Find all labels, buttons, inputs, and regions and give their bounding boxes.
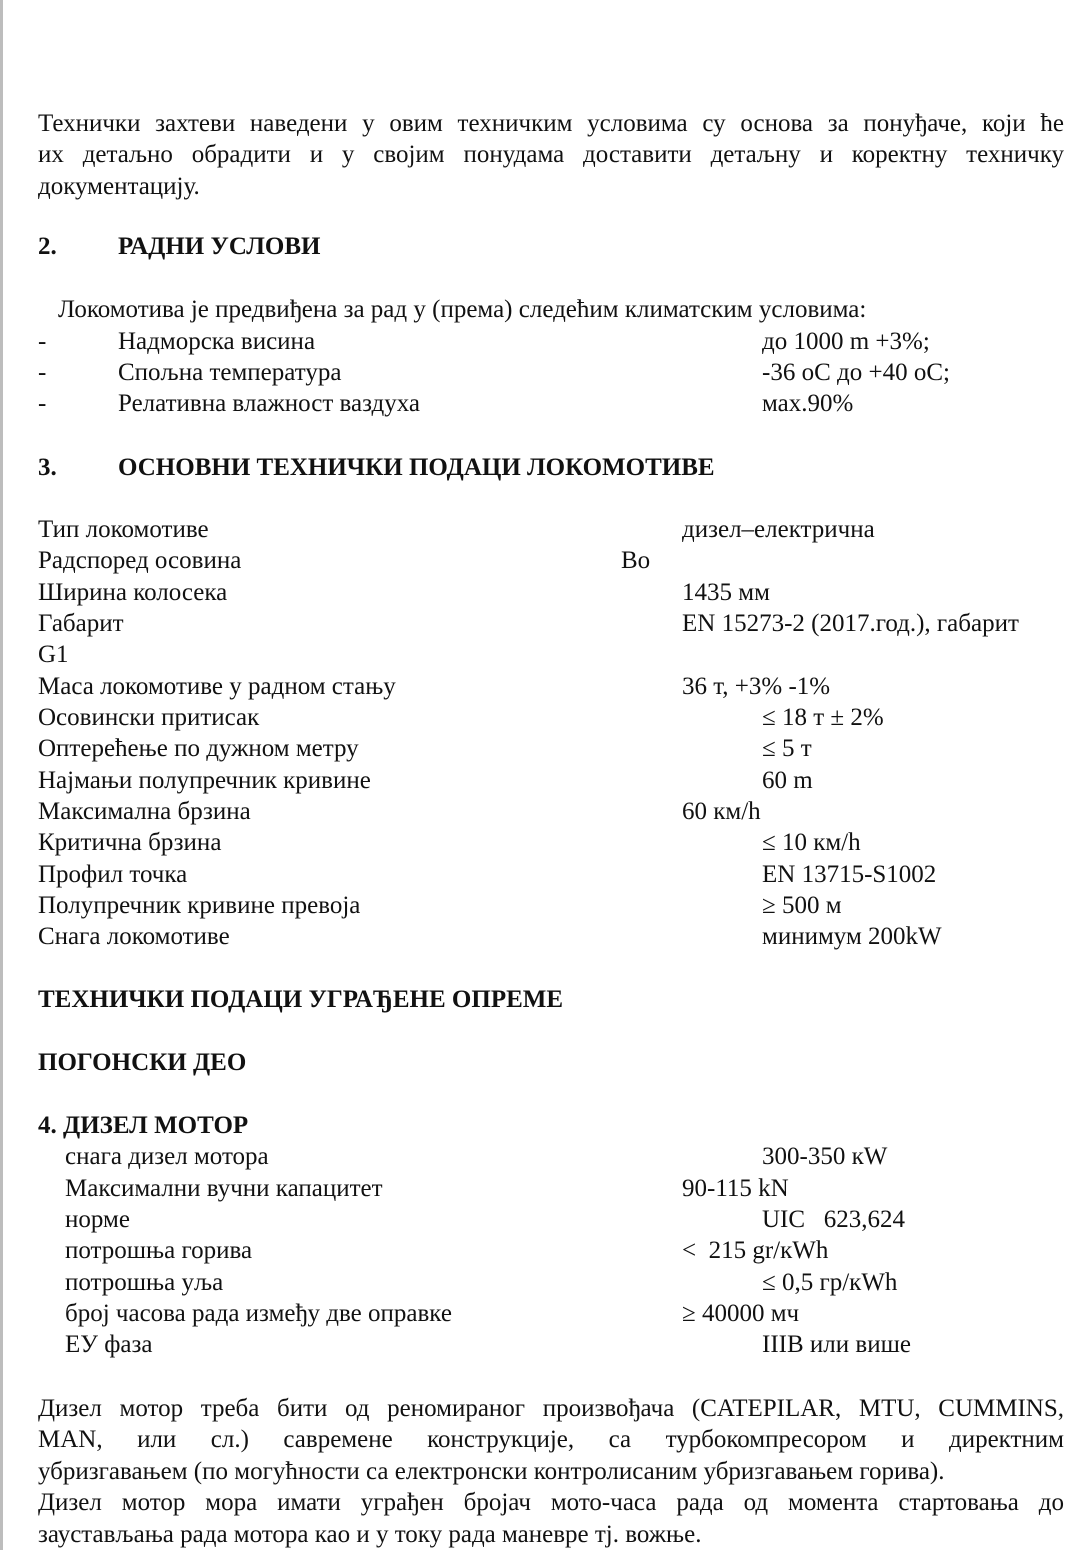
condition-value: мах.90% xyxy=(762,390,854,417)
condition-row xyxy=(0,388,1080,419)
spec-row xyxy=(0,577,1080,608)
spec-label: Ширина колосека xyxy=(38,579,228,606)
condition-row xyxy=(0,357,1080,388)
spec-value: 60 км/h xyxy=(682,798,761,825)
engine-label: норме xyxy=(65,1206,130,1233)
spec-value: EN 13715-S1002 xyxy=(762,861,937,888)
spec-label: Осовински притисак xyxy=(38,704,260,731)
engine-value: 300-350 кW xyxy=(762,1143,888,1170)
spec-label: Полупречник кривине превоја xyxy=(38,892,361,919)
engine-label: потрошња горива xyxy=(65,1237,253,1264)
paragraph-line: Дизел мотор треба бити од реномираног произвођача (CATEPILAR, MTU, CUMMINS, xyxy=(38,1395,1064,1422)
spec-row xyxy=(0,859,1080,890)
spec-value: ≤ 10 км/h xyxy=(762,829,861,856)
section-4-heading: 4. ДИЗЕЛ МОТОР xyxy=(38,1112,249,1139)
intro-paragraph xyxy=(38,108,1064,202)
spec-label: Радспоред осовина xyxy=(38,547,242,574)
spec-label: Оптерећење по дужном метру xyxy=(38,735,359,762)
drive-heading: ПОГОНСКИ ДЕО xyxy=(38,1049,247,1076)
spec-value: ≤ 5 т xyxy=(762,735,812,762)
engine-label: снага дизел мотора xyxy=(65,1143,269,1170)
intro-line: их детаљно обрадити и у својим понудама доставити детаљну и коректну техничку xyxy=(38,141,1064,169)
spec-row xyxy=(0,890,1080,921)
spec-label: Максимална брзина xyxy=(38,798,251,825)
engine-value: ≥ 40000 мч xyxy=(682,1300,800,1327)
spec-row xyxy=(0,733,1080,764)
condition-value: -36 oC до +40 oC; xyxy=(762,359,950,386)
bullet: - xyxy=(38,328,47,355)
condition-row xyxy=(0,326,1080,357)
spec-row xyxy=(0,608,1080,639)
section-title: РАДНИ УСЛОВИ xyxy=(118,233,321,260)
engine-row xyxy=(0,1267,1080,1298)
spec-value: 1435 мм xyxy=(682,579,770,606)
spec-value: 36 т, +3% -1% xyxy=(682,673,831,700)
spec-row xyxy=(0,671,1080,702)
spec-row xyxy=(0,796,1080,827)
spec-label: Габарит xyxy=(38,610,124,637)
paragraph-line: убризгавањем (по могућности са електронски контролисаним убризгавањем горива). xyxy=(38,1457,945,1485)
spec-label: Снага локомотиве xyxy=(38,923,230,950)
spec-value: ≥ 500 м xyxy=(762,892,842,919)
spec-row xyxy=(0,702,1080,733)
condition-value: до 1000 m +3%; xyxy=(762,328,930,355)
intro-line: документацију. xyxy=(38,172,200,200)
section-2-intro xyxy=(0,294,1080,325)
spec-row xyxy=(0,827,1080,858)
spec-label: Профил точка xyxy=(38,861,188,888)
paragraph-line: MAN, или сл.) савремене конструкције, са турбокомпресором и директним xyxy=(38,1426,1064,1454)
spec-value: EN 15273-2 (2017.год.), габарит xyxy=(682,610,1019,637)
intro-line: Технички захтеви наведени у овим техничким условима су основа за понуђаче, који ће xyxy=(38,110,1064,137)
spec-label: G1 xyxy=(38,641,69,668)
spec-value: 60 m xyxy=(762,767,813,794)
section-2-intro-text: Локомотива је предвиђена за рад у (према) следећим климатским условима: xyxy=(58,296,867,323)
spec-row xyxy=(0,765,1080,796)
bullet: - xyxy=(38,359,47,386)
spec-row xyxy=(0,639,1080,670)
engine-value: < 215 gr/кWh xyxy=(682,1237,829,1264)
engine-row xyxy=(0,1235,1080,1266)
spec-row xyxy=(0,545,1080,576)
paragraph-line: заустављања рада мотора као и у току рада маневре тј. вожње. xyxy=(38,1520,702,1548)
engine-value: 90-115 kN xyxy=(682,1175,789,1202)
engine-label: потрошња уља xyxy=(65,1269,224,1296)
equipment-heading: ТЕХНИЧКИ ПОДАЦИ УГРАЂЕНЕ ОПРЕМЕ xyxy=(38,986,564,1013)
engine-value: ≤ 0,5 гр/кWh xyxy=(762,1269,898,1296)
spec-row xyxy=(0,921,1080,952)
section-title: ОСНОВНИ ТЕХНИЧКИ ПОДАЦИ ЛОКОМОТИВЕ xyxy=(118,454,715,481)
engine-value: UIC 623,624 xyxy=(762,1206,906,1233)
engine-label: број часова рада између две оправке xyxy=(65,1300,452,1327)
condition-label: Релативна влажност ваздуха xyxy=(118,390,421,417)
spec-value: ≤ 18 т ± 2% xyxy=(762,704,884,731)
condition-label: Надморска висина xyxy=(118,328,316,355)
spec-label: Маса локомотиве у радном стању xyxy=(38,673,396,700)
engine-value: IIIB или више xyxy=(762,1331,911,1358)
engine-row xyxy=(0,1329,1080,1360)
engine-row xyxy=(0,1204,1080,1235)
condition-label: Спољна температура xyxy=(118,359,342,386)
engine-row xyxy=(0,1141,1080,1172)
section-number: 2. xyxy=(38,233,57,260)
bullet: - xyxy=(38,390,47,417)
spec-label: Тип локомотиве xyxy=(38,516,209,543)
spec-row xyxy=(0,514,1080,545)
spec-value: дизел–електрична xyxy=(682,516,875,543)
spec-label: Најмањи полупречник кривине xyxy=(38,767,371,794)
engine-row xyxy=(0,1298,1080,1329)
section-number: 3. xyxy=(38,454,57,481)
section-3-heading xyxy=(38,452,715,483)
spec-value: Bo xyxy=(621,547,651,574)
engine-label: Максимални вучни капацитет xyxy=(65,1175,383,1202)
engine-row xyxy=(0,1173,1080,1204)
engine-paragraph xyxy=(38,1393,1064,1550)
section-2-heading xyxy=(38,231,320,262)
spec-value: минимум 200kW xyxy=(762,923,942,950)
spec-label: Критична брзина xyxy=(38,829,222,856)
paragraph-line: Дизел мотор мора имати уграђен бројач мото-часа рада од момента стартовања до xyxy=(38,1489,1064,1517)
engine-label: ЕУ фаза xyxy=(65,1331,153,1358)
